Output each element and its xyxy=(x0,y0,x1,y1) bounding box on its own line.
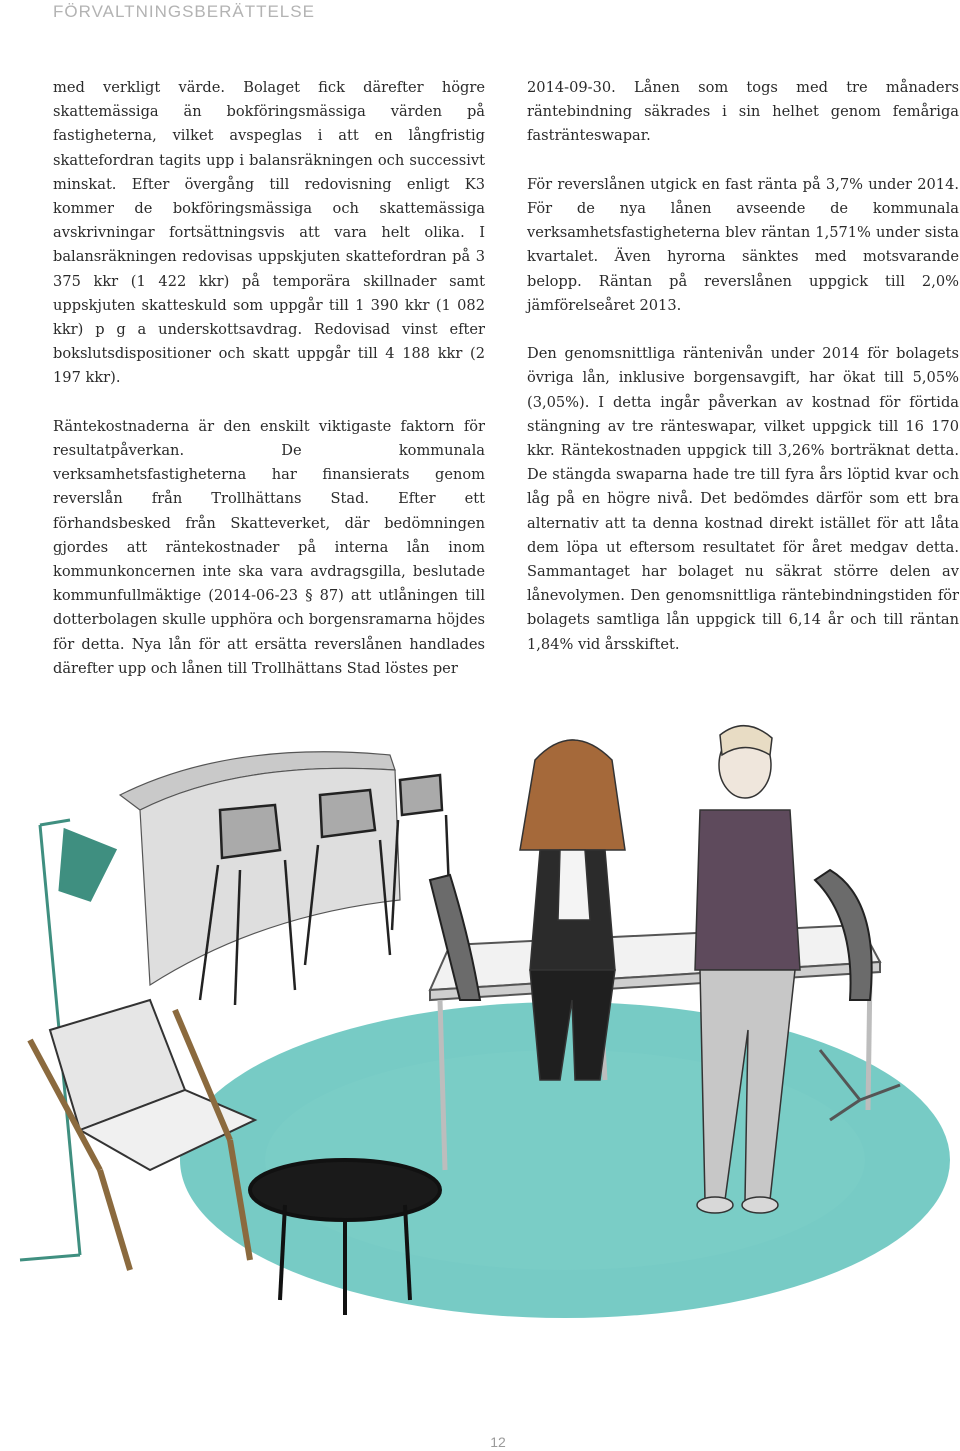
paragraph: Räntekostnaderna är den enskilt viktigaste faktorn för resultatpåverkan. De kommunala verksamhetsfastigheterna har finansierats genom reverslån från Trollhättans Stad. Efter ett förhandsbesked från Skatteverket, där bedömningen gjordes att räntekostnader på interna lån inom kommunkoncernen inte ska vara avdragsgilla, beslutade kommunfullmäktige (2014-06-23 § 87) att utlåningen till dotterbolagen skulle upphöra och borgensramarna höjdes för detta. Nya lån för att ersätta reverslånen handlades därefter upp och lånen till Trollhättans Stad löstes per xyxy=(53,417,485,677)
paragraph: Den genomsnittliga räntenivån under 2014 för bolagets övriga lån, inklusive borgensavgift, har ökat till 5,05% (3,05%). I detta ingår påverkan av kostnad för förtida stängning av tre ränteswapar, vilket uppgick till 16 170 kkr. Räntekostnaden uppgick till 3,26% borträknat detta. De stängda swaparna hade tre till fyra års löptid kvar och låg på en högre nivå. Det bedömdes därför som ett bra alternativ att ta denna kostnad direkt istället för att låta dem löpa ut eftersom resultatet för året medgav detta. Sammantaget har bolaget nu säkrat större delen av lånevolymen. Den genomsnittliga räntebindningstiden för bolagets samtliga lån uppgick till 6,14 år och till räntan 1,84% vid årsskiftet. xyxy=(527,345,959,653)
right-text-column xyxy=(527,76,959,681)
paragraph: med verkligt värde. Bolaget fick därefter högre skattemässiga än bokföringsmässiga värden på fastigheterna, vilket avspeglas i att en långfristig skattefordran tagits upp i balansräkningen och successivt minskat. Efter övergång till redovisning enligt K3 kommer de bokföringsmässiga och skattemässiga avskrivningar fortsättningsvis att vara helt olika. I balansräkningen redovisas uppskjuten skattefordran på 3 375 kkr (1 422 kkr) på temporära skillnader samt uppskjuten skatteskuld som uppgår till 1 390 kkr (1 082 kkr) p g a underskottsavdrag. Redovisad vinst efter bokslutsdispositioner och skatt uppgår till 4 188 kkr (2 197 kkr). xyxy=(53,79,485,387)
bar-counter xyxy=(120,752,400,985)
left-text-column xyxy=(53,76,485,705)
section-header: FÖRVALTNINGSBERÄTTELSE xyxy=(53,2,315,21)
paragraph: 2014-09-30. Lånen som togs med tre månaders räntebindning säkrades i sin helhet genom femåriga fastränteswapar. xyxy=(527,79,959,145)
paragraph: För reverslånen utgick en fast ränta på 3,7% under 2014. För de nya lånen avseende de kommunala verksamhetsfastigheterna blev räntan 1,571% under sista kvartalet. Även hyrorna sänktes med motsvarande belopp. Räntan på reverslånen uppgick till 2,0% jämförelseåret 2013. xyxy=(527,175,959,314)
page-number: 12 xyxy=(490,1434,506,1450)
office-illustration xyxy=(0,700,960,1340)
